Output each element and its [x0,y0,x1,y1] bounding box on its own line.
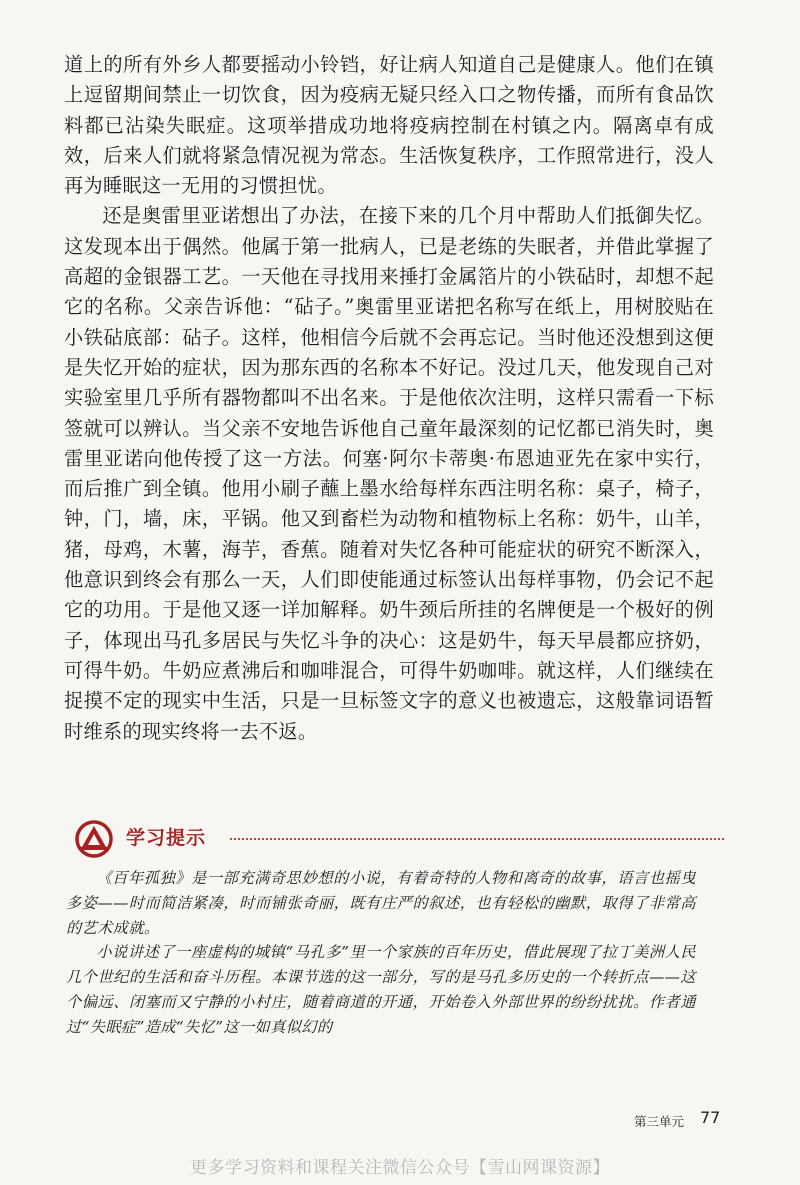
watermark: 更多学习资料和课程关注微信公众号【雪山网课资源】 [190,1158,610,1178]
unit-label: 第三单元 [634,1114,685,1129]
dotted-divider [230,838,724,840]
study-tips-header [74,818,724,858]
main-text [64,50,714,747]
body-paragraph: 道上的所有外乡人都要摇动小铃铛，好让病人知道自己是健康人。他们在镇上逗留期间禁止一切饮食，因为疫病无疑只经入口之物传播，而所有食品饮料都已沾染失眠症。这项举措成功地将疫病控制在村镇之内。隔离卓有成效，后来人们就将紧急情况视为常态。生活恢复秩序，工作照常进行，没人再为睡眠这一无用的习惯担忧。 [64,53,714,198]
study-tips-title: 学习提示 [126,827,207,849]
study-tips-logo-icon [74,818,114,858]
page-number: 77 [700,1108,721,1127]
body-paragraph: 还是奥雷里亚诺想出了办法，在接下来的几个月中帮助人们抵御失忆。这发现本出于偶然。他属于第一批病人，已是老练的失眠者，并借此掌握了高超的金银器工艺。一天他在寻找用来捶打金属箔片的小铁砧时，却想不起它的名称。父亲告诉他：“砧子。”奥雷里亚诺把名称写在纸上，用树胶贴在小铁砧底部：砧子。这样，他相信今后就不会再忘记。当时他还没想到这便是失忆开始的症状，因为那东西的名称本不好记。没过几天，他发现自己对实验室里几乎所有器物都叫不出名来。于是他依次注明，这样只需看一下标签就可以辨认。当父亲不安地告诉他自己童年最深刻的记忆都已消失时，奥雷里亚诺向他传授了这一方法。何塞·阿尔卡蒂奥·布恩迪亚先在家中实行，而后推广到全镇。他用小刷子蘸上墨水给每样东西注明名称：桌子，椅子，钟，门，墙，床，平锅。他又到畜栏为动物和植物标上名称：奶牛，山羊，猪，母鸡，木薯，海芋，香蕉。随着对失忆各种可能症状的研究不断深入，他意识到终会有那么一天，人们即使能通过标签认出每样事物，仍会记不起它的功用。于是他又逐一详加解释。奶牛颈后所挂的名牌便是一个极好的例子，体现出马孔多居民与失忆斗争的决心：这是奶牛，每天早晨都应挤奶，可得牛奶。牛奶应煮沸后和咖啡混合，可得牛奶咖啡。就这样，人们继续在捉摸不定的现实中生活，只是一旦标签文字的意义也被遗忘，这般靠词语暂时维系的现实终将一去不返。 [64,204,714,743]
study-tips-body [66,866,696,1040]
tips-paragraph: 《百年孤独》是一部充满奇思妙想的小说，有着奇特的人物和离奇的故事，语言也摇曳多姿——时而简洁紧凑，时而铺张奇丽，既有庄严的叙述，也有轻松的幽默，取得了非常高的艺术成就。 [66,869,696,937]
tips-paragraph: 小说讲述了一座虚构的城镇“马孔多”里一个家族的百年历史，借此展现了拉丁美洲人民几个世纪的生活和奋斗历程。本课节选的这一部分，写的是马孔多历史的一个转折点——这个偏远、闭塞而又宁静的小村庄，随着商道的开通，开始卷入外部世界的纷纷扰扰。作者通过“失眠症”造成“失忆”这一如真似幻的 [66,943,696,1036]
